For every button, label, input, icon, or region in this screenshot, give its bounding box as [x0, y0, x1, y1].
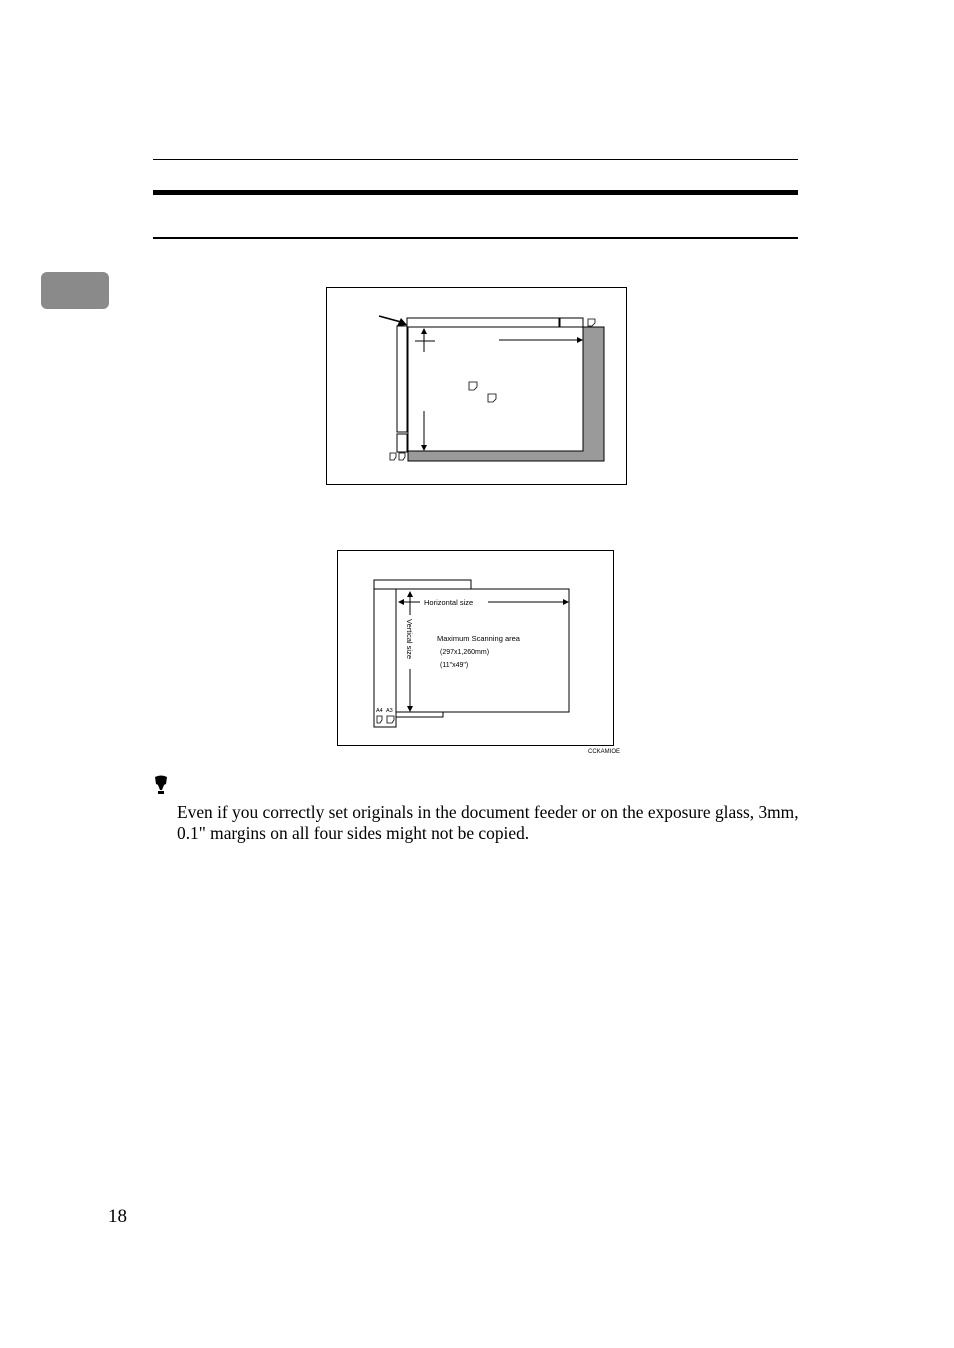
figure-exposure-glass-drawing: [327, 288, 626, 484]
figure-scanning-area: [337, 550, 614, 746]
figure-code: [562, 745, 622, 755]
limitation-note: Even if you correctly set originals in the document feeder or on the exposure glass, 3mm, 0.1" margins on all four sides might not be copied.: [177, 802, 799, 843]
paper-size-a4-label: A4: [376, 708, 383, 714]
limitation-icon: [153, 775, 169, 797]
paper-size-a3-label: A3: [386, 708, 393, 714]
horizontal-size-label: Horizontal size: [424, 598, 474, 607]
figure-scanning-area-drawing: [338, 551, 613, 745]
header-thick-rule: [153, 190, 798, 195]
header-bottom-rule: [153, 237, 798, 239]
max-scanning-area-metric: (297x1,260mm): [440, 649, 490, 656]
figure-code-text: CCKAMIOE: [587, 749, 620, 755]
page-number: 18: [108, 1206, 127, 1227]
max-scanning-area-inch: (11"x49"): [440, 662, 469, 669]
vertical-size-label: Vertical size: [405, 619, 414, 660]
max-scanning-area-title: Maximum Scanning area: [437, 634, 520, 643]
figure-exposure-glass: [326, 287, 627, 485]
header-thin-rule: [153, 159, 798, 160]
chapter-tab: [41, 272, 109, 309]
